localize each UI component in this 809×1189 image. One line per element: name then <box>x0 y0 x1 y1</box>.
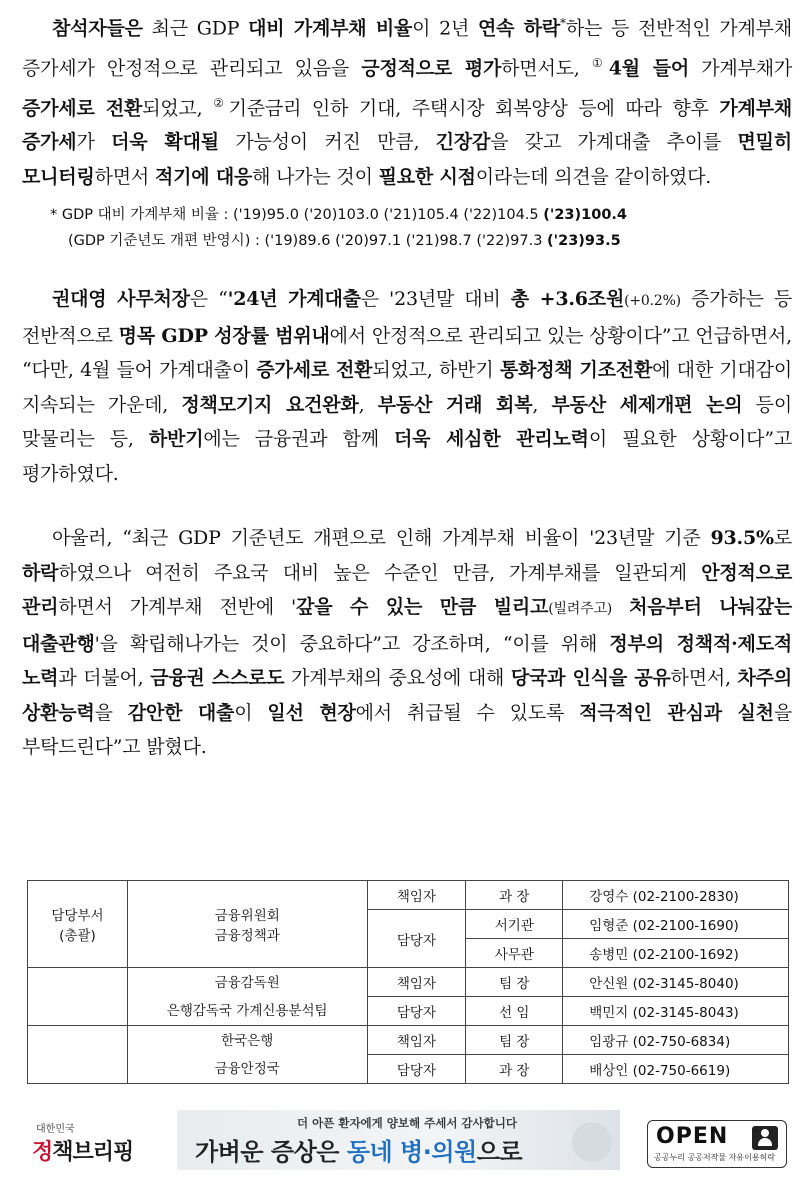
paragraph-2 <box>22 282 792 491</box>
role-cell: 담당자 <box>367 1055 466 1084</box>
table-row <box>28 881 789 910</box>
text-bold: 연속 하락 <box>478 17 561 40</box>
text-bold: 93.5% <box>710 527 774 550</box>
text-bold: 부동산 세제개편 논의 <box>551 393 743 416</box>
circled-number: ① <box>591 55 609 70</box>
contact-cell: 배상인 (02-750-6619) <box>563 1055 789 1084</box>
table-row <box>28 968 789 997</box>
text-bold: 증가세로 전환 <box>22 96 143 119</box>
open-word: OPEN <box>656 1124 729 1149</box>
title-cell: 팀 장 <box>466 1026 563 1055</box>
text-bold: 당국과 인식을 공유 <box>510 667 671 690</box>
text: 로 <box>773 527 792 550</box>
dept-cell-empty <box>28 968 128 1026</box>
text-bold: 참석자들은 <box>52 17 143 40</box>
text: 하면서, <box>670 667 738 690</box>
campaign-banner[interactable] <box>177 1110 620 1170</box>
text-bold: 안정적으로 관리 <box>22 561 792 619</box>
paragraph-1 <box>22 6 792 194</box>
contact-cell: 임광규 (02-750-6834) <box>563 1026 789 1055</box>
text: 해 나가는 것이 <box>252 165 379 188</box>
footnote-values: ('19)95.0 ('20)103.0 ('21)105.4 ('22)104.5 <box>233 207 544 224</box>
banner-headline-b: 동네 병·의원 <box>346 1138 477 1166</box>
contacts-table <box>27 880 789 1084</box>
title-cell: 선 임 <box>466 997 563 1026</box>
text: '을 확립해나가는 것이 중요하다”고 강조하며, “이를 위해 <box>94 632 610 655</box>
role-cell: 책임자 <box>367 881 466 910</box>
text: 가계부채의 중요성에 대해 <box>284 667 511 690</box>
dept-cell <box>28 881 128 968</box>
org-division: 금융안정국 <box>214 1060 280 1077</box>
contact-cell: 안신원 (02-3145-8040) <box>563 968 789 997</box>
footnote-value-bold: ('23)93.5 <box>547 233 621 250</box>
footnote-values: ('19)89.6 ('20)97.1 ('21)98.7 ('22)97.3 <box>264 233 548 250</box>
footnote-label: * GDP 대비 가계부채 비율 : <box>50 207 233 224</box>
text-bold: 감안한 대출 <box>127 701 235 724</box>
text: 이 <box>234 701 268 724</box>
text: 하는 등 전반적인 가계부채 증가세가 안정적으로 관리되고 있음을 <box>22 17 792 80</box>
text: 되었고, 하반기 <box>372 359 500 382</box>
text: 되었고, <box>142 96 214 119</box>
dept-cell-empty <box>28 1026 128 1084</box>
contact-cell: 임형준 (02-2100-1690) <box>563 910 789 939</box>
banner-illustration <box>572 1122 612 1162</box>
text-bold: '24년 가계대출 <box>227 288 361 311</box>
footnote-line-2 <box>50 228 792 254</box>
footnote-value-bold: ('23)100.4 <box>543 207 628 224</box>
org-cell <box>127 881 367 968</box>
org-name: 한국은행 <box>221 1032 274 1049</box>
title-cell: 서기관 <box>466 910 563 939</box>
text-bold: 총 +3.6조원 <box>510 288 625 311</box>
text-bold: 하락 <box>22 561 59 584</box>
attribution-person-icon <box>752 1126 778 1150</box>
text-bold: 명목 GDP 성장률 범위내 <box>118 324 330 347</box>
text-bold: 차주의 상환능력 <box>22 667 792 724</box>
text-bold: 더욱 세심한 관리노력 <box>394 428 589 451</box>
logo-top-text: 대한민국 <box>36 1124 75 1135</box>
policy-briefing-logo[interactable] <box>32 1120 133 1166</box>
text-bold: 정부의 정책적·제도적 노력 <box>22 632 792 690</box>
text-bold: 적기에 대응 <box>154 165 253 188</box>
text: 하면서도, <box>501 57 592 80</box>
text-bold: 필요한 시점 <box>378 165 476 188</box>
text: 기준금리 인하 기대, 주택시장 회복양상 등에 따라 향후 <box>228 96 720 119</box>
document-body <box>22 6 792 765</box>
banner-headline-c: 으로 <box>476 1138 523 1166</box>
text: 에는 금융권과 함께 <box>203 428 394 451</box>
circled-number: ② <box>213 95 229 110</box>
text: 하면서 <box>94 165 155 188</box>
text: 가계부채가 <box>689 57 793 80</box>
role-cell: 담당자 <box>367 997 466 1026</box>
table-row <box>28 1026 789 1055</box>
title-cell: 사무관 <box>466 939 563 968</box>
text: 을 부탁드린다”고 밝혔다. <box>22 701 792 759</box>
text-bold: 금융권 스스로도 <box>150 667 285 690</box>
text: 하면서 가계부채 전반에 ' <box>58 596 297 619</box>
text: 에서 안정적으로 관리되고 있는 상황이다”고 언급하면서, “다만, 4월 들어 가계대출이 <box>22 324 792 382</box>
org-division: 은행감독국 가계신용분석팀 <box>166 1002 328 1019</box>
text-bold: 권대영 사무처장 <box>52 288 190 311</box>
text-bold: 하반기 <box>148 428 204 451</box>
text: , <box>532 393 552 416</box>
footer <box>0 1106 809 1176</box>
text: 은 “ <box>189 288 228 311</box>
text-bold: 4월 들어 <box>608 57 690 80</box>
text-bold: 일선 현장 <box>267 701 356 724</box>
text-bold: 부동산 거래 회복 <box>377 393 533 416</box>
footnote-line-1 <box>50 202 792 228</box>
text: 을 <box>94 701 128 724</box>
logo-rest: 책브리핑 <box>52 1140 134 1165</box>
text-small: (+0.2%) <box>624 293 681 310</box>
role-cell: 책임자 <box>367 1026 466 1055</box>
text-bold: 면밀히 모니터링 <box>22 131 792 188</box>
title-cell: 과 장 <box>466 881 563 910</box>
text: 아울러, “최근 GDP 기준년도 개편으로 인해 가계부채 비율이 '23년말 기준 <box>52 527 711 550</box>
role-cell: 책임자 <box>367 968 466 997</box>
text-bold: 대비 가계부채 비율 <box>248 17 413 40</box>
footnote-marker: * <box>560 16 566 30</box>
text-bold: 적극적인 관심과 실천 <box>579 701 774 724</box>
text-small: (빌려주고) <box>548 601 613 618</box>
banner-headline-a: 가벼운 증상은 <box>195 1138 347 1166</box>
org-division: 금융정책과 <box>214 928 280 944</box>
text: 등이 맞물리는 등, <box>22 393 792 451</box>
text: , <box>358 393 378 416</box>
text: 에 대한 기대감이 지속되는 가운데, <box>22 359 792 416</box>
banner-caption: 더 아픈 환자에게 양보해 주세서 감사합니다 <box>297 1116 517 1130</box>
contact-cell: 송병민 (02-2100-1692) <box>563 939 789 968</box>
text: 이 2년 <box>412 17 479 40</box>
text: 에서 취급될 수 있도록 <box>355 701 580 724</box>
logo-main-text <box>32 1135 133 1166</box>
banner-headline <box>195 1132 522 1167</box>
org-cell <box>127 1026 367 1084</box>
dept-sub: (총괄) <box>59 928 96 944</box>
org-name: 금융위원회 <box>214 908 280 924</box>
text: 을 갖고 가계대출 추이를 <box>490 131 738 154</box>
text-bold: 가계부채 증가세 <box>22 96 793 154</box>
open-sub-text: 공공누리 공공저작물 자유이용허락 <box>654 1153 776 1162</box>
text-bold: 증가세로 전환 <box>256 359 373 382</box>
text: 가능성이 커진 만큼, <box>218 131 436 154</box>
text-bold: 긍정적으로 평가 <box>361 57 502 80</box>
role-cell: 담당자 <box>367 910 466 968</box>
kogl-open-license-badge[interactable] <box>647 1120 787 1168</box>
title-cell: 팀 장 <box>466 968 563 997</box>
contact-cell: 강영수 (02-2100-2830) <box>563 881 789 910</box>
text: 하였으나 여전히 주요국 대비 높은 수준인 만큼, 가계부채를 일관되게 <box>58 561 702 584</box>
text <box>612 596 629 618</box>
dept-label: 담당부서 <box>51 908 104 924</box>
text-bold: 갚을 수 있는 만큼 빌리고 <box>296 596 549 619</box>
text: 과 더불어, <box>58 667 151 690</box>
text: 은 '23년말 대비 <box>360 288 511 311</box>
text-bold: 처음부터 나눠갚는 대출관행 <box>22 596 793 655</box>
text-bold: 긴장감 <box>435 131 491 154</box>
title-cell: 과 장 <box>466 1055 563 1084</box>
text-bold: 통화정책 기조전환 <box>499 359 653 382</box>
text: 최근 GDP <box>142 17 249 40</box>
text-bold: 정책모기지 요건완화 <box>181 393 359 416</box>
text: 가 <box>76 131 112 154</box>
org-name: 금융감독원 <box>214 974 280 991</box>
text: 이 필요한 상황이다”고 평가하였다. <box>22 428 792 485</box>
footnote-label: (GDP 기준년도 개편 반영시) : <box>68 233 265 250</box>
logo-accent: 정 <box>32 1140 53 1165</box>
footnote <box>50 202 792 254</box>
contact-cell: 백민지 (02-3145-8043) <box>563 997 789 1026</box>
text: 이라는데 의견을 같이하였다. <box>475 165 712 188</box>
text-bold: 더욱 확대될 <box>111 131 219 154</box>
paragraph-3 <box>22 521 792 765</box>
org-cell <box>127 968 367 1026</box>
text: 증가하는 등 전반적으로 <box>22 288 793 347</box>
